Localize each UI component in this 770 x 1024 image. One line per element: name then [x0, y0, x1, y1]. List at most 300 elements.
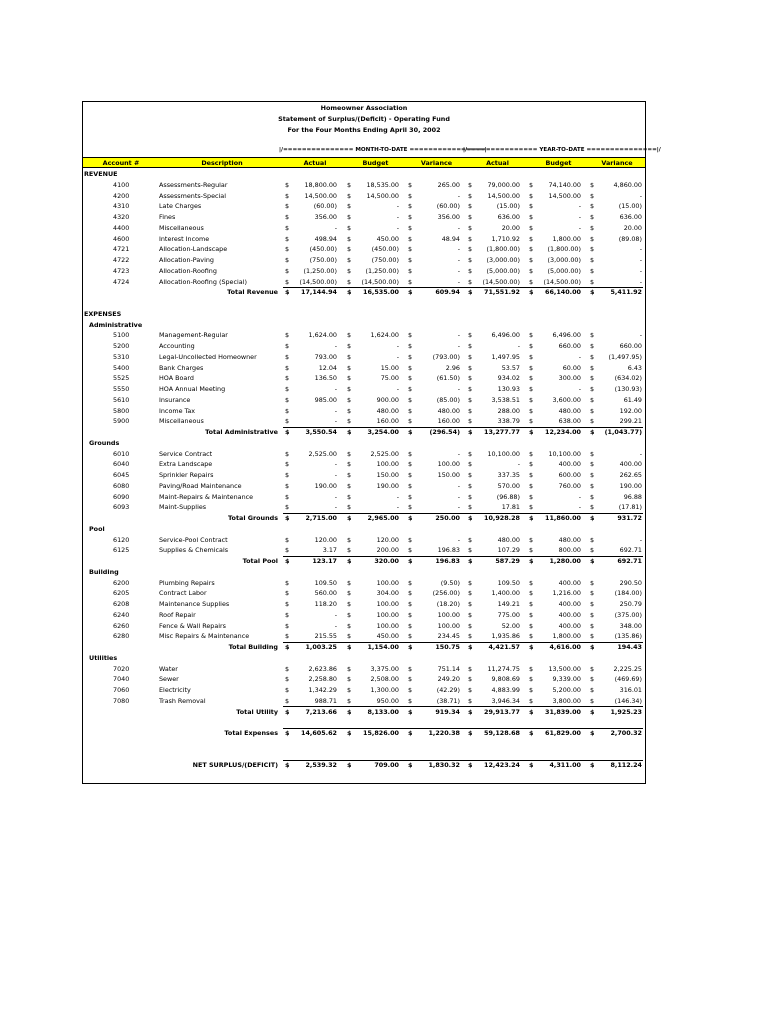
mtd-variance-value: (42.29) [436, 686, 460, 694]
account-description: Assessments-Regular [159, 180, 228, 189]
dollar-sign: $ [347, 503, 352, 512]
ytd-variance-value: 400.00 [619, 460, 642, 469]
dollar-sign: $ [347, 578, 352, 587]
dollar-sign: $ [590, 632, 595, 641]
dollar-sign: $ [590, 202, 595, 211]
line-item-row [83, 384, 645, 395]
dollar-sign: $ [468, 288, 473, 297]
dollar-sign: $ [529, 180, 534, 189]
dollar-sign: $ [285, 428, 290, 436]
mtd-budget-value: - [396, 223, 399, 232]
dollar-sign: $ [529, 331, 534, 340]
dollar-sign: $ [285, 696, 290, 705]
line-item-row [83, 223, 645, 234]
dollar-sign: $ [468, 449, 473, 458]
dollar-sign: $ [285, 266, 290, 275]
mtd-variance-value: - [457, 342, 460, 350]
dollar-sign: $ [347, 696, 352, 705]
ytd-budget-value: - [578, 385, 581, 393]
mtd-budget-value: 100.00 [376, 578, 399, 587]
mtd-variance-value: 249.20 [437, 675, 460, 684]
dollar-sign: $ [468, 546, 473, 555]
account-number: 7060 [113, 686, 130, 694]
dollar-sign: $ [347, 428, 352, 436]
dollar-sign: $ [347, 675, 352, 684]
ytd-variance-value: 692.71 [617, 557, 642, 565]
dollar-sign: $ [408, 266, 413, 275]
ytd-variance-value: 262.65 [619, 471, 642, 479]
mtd-variance-value: - [457, 449, 460, 458]
dollar-sign: $ [285, 191, 290, 200]
total-label: Total Building [228, 643, 278, 651]
ytd-variance-value: 316.01 [619, 686, 642, 694]
account-description: Allocation-Landscape [159, 245, 228, 254]
ytd-variance-value: 8,112.24 [610, 761, 642, 770]
dollar-sign: $ [408, 535, 413, 544]
mtd-actual-value: - [334, 471, 337, 479]
ytd-actual-value: (96.88) [496, 492, 520, 501]
dollar-sign: $ [529, 696, 534, 705]
total-label: Total Utility [236, 707, 278, 716]
dollar-sign: $ [285, 417, 290, 426]
line-item-row [83, 363, 645, 374]
mtd-actual-value: (750.00) [309, 256, 337, 264]
dollar-sign: $ [408, 471, 413, 479]
line-item-row [83, 201, 645, 212]
mtd-variance-value: - [457, 492, 460, 501]
dollar-sign: $ [468, 610, 473, 619]
dollar-sign: $ [347, 600, 352, 608]
account-number: 6040 [113, 460, 130, 469]
dollar-sign: $ [529, 503, 534, 512]
col-ytd-budget: Budget [545, 159, 572, 167]
line-item-row [83, 406, 645, 417]
account-description: Assessments-Special [159, 191, 226, 200]
dollar-sign: $ [285, 288, 290, 297]
mtd-variance-value: (61.50) [436, 374, 460, 383]
dollar-sign: $ [285, 578, 290, 587]
mtd-budget-value: 14,500.00 [366, 191, 399, 200]
mtd-budget-value: 100.00 [376, 610, 399, 619]
mtd-budget-value: 709.00 [374, 761, 399, 770]
dollar-sign: $ [347, 514, 352, 522]
mtd-budget-value: (1,250.00) [365, 266, 399, 275]
subsection-heading-row [83, 438, 645, 449]
dollar-sign: $ [529, 675, 534, 684]
mtd-budget-value: 190.00 [376, 481, 399, 490]
dollar-sign: $ [285, 707, 290, 716]
ytd-variance-value: (130.93) [614, 385, 642, 393]
mtd-budget-value: 120.00 [376, 535, 399, 544]
mtd-variance-value: - [457, 245, 460, 254]
ytd-variance-value: - [639, 256, 642, 264]
ytd-variance-value: 660.00 [619, 342, 642, 350]
ytd-actual-value: 4,883.99 [491, 686, 520, 694]
dollar-sign: $ [590, 374, 595, 383]
ytd-budget-value: 1,800.00 [552, 632, 581, 641]
account-number: 6125 [113, 546, 130, 555]
dollar-sign: $ [408, 696, 413, 705]
ytd-actual-value: 1,935.86 [491, 632, 520, 641]
total-label: NET SURPLUS/(DEFICIT) [192, 761, 278, 770]
spacer-row [83, 739, 645, 750]
dollar-sign: $ [590, 277, 595, 286]
dollar-sign: $ [347, 481, 352, 490]
mtd-actual-value: 2,525.00 [308, 449, 337, 458]
dollar-sign: $ [285, 621, 290, 630]
dollar-sign: $ [285, 449, 290, 458]
mtd-variance-value: (9.50) [440, 578, 460, 587]
ytd-variance-value: 4,860.00 [613, 180, 642, 189]
year-to-date-band: |/=============== YEAR-TO-DATE ===============|/ [463, 147, 661, 153]
dollar-sign: $ [285, 180, 290, 189]
account-number: 4310 [113, 202, 130, 211]
ytd-budget-value: 3,800.00 [552, 696, 581, 705]
mtd-budget-value: 1,300.00 [370, 686, 399, 694]
dollar-sign: $ [408, 589, 413, 598]
mtd-actual-value: 988.71 [314, 696, 337, 705]
dollar-sign: $ [347, 589, 352, 598]
mtd-actual-value: - [334, 503, 337, 512]
dollar-sign: $ [347, 460, 352, 469]
dollar-sign: $ [347, 223, 352, 232]
dollar-sign: $ [590, 449, 595, 458]
dollar-sign: $ [590, 621, 595, 630]
dollar-sign: $ [468, 352, 473, 361]
ytd-variance-value: 931.72 [617, 514, 642, 522]
dollar-sign: $ [408, 578, 413, 587]
mtd-actual-value: 190.00 [314, 481, 337, 490]
ytd-actual-value: 3,538.51 [491, 395, 520, 404]
dollar-sign: $ [347, 342, 352, 350]
dollar-sign: $ [529, 761, 534, 770]
dollar-sign: $ [347, 664, 352, 673]
dollar-sign: $ [468, 395, 473, 404]
mtd-budget-value: 100.00 [376, 600, 399, 608]
dollar-sign: $ [529, 546, 534, 555]
total-row [83, 760, 645, 771]
dollar-sign: $ [468, 535, 473, 544]
line-item-row [83, 610, 645, 621]
dollar-sign: $ [347, 632, 352, 641]
account-description: Sprinkler Repairs [159, 471, 214, 479]
dollar-sign: $ [590, 471, 595, 479]
line-item-row [83, 621, 645, 632]
mtd-variance-value: 100.00 [437, 610, 460, 619]
dollar-sign: $ [408, 342, 413, 350]
dollar-sign: $ [590, 406, 595, 415]
dollar-sign: $ [408, 180, 413, 189]
mtd-variance-value: 1,830.32 [428, 761, 460, 770]
line-item-row [83, 244, 645, 255]
dollar-sign: $ [285, 664, 290, 673]
dollar-sign: $ [468, 578, 473, 587]
dollar-sign: $ [408, 707, 413, 716]
total-label: Total Expenses [224, 729, 278, 737]
mtd-actual-value: 7,213.66 [305, 707, 337, 716]
dollar-sign: $ [285, 589, 290, 598]
ytd-actual-value: 570.00 [497, 481, 520, 490]
spacer-row [83, 750, 645, 761]
account-description: Sewer [159, 675, 179, 684]
dollar-sign: $ [529, 707, 534, 716]
dollar-sign: $ [590, 363, 595, 372]
dollar-sign: $ [408, 675, 413, 684]
dollar-sign: $ [285, 363, 290, 372]
account-description: Miscellaneous [159, 223, 204, 232]
ytd-actual-value: 13,277.77 [484, 428, 520, 436]
ytd-variance-value: (1,043.77) [604, 428, 642, 436]
dollar-sign: $ [408, 202, 413, 211]
mtd-variance-value: - [457, 223, 460, 232]
mtd-actual-value: - [334, 342, 337, 350]
dollar-sign: $ [468, 191, 473, 200]
account-description: Fines [159, 213, 176, 221]
ytd-actual-value: 17.81 [501, 503, 520, 512]
ytd-variance-value: (634.02) [614, 374, 642, 383]
dollar-sign: $ [347, 686, 352, 694]
account-number: 5100 [113, 331, 130, 340]
subsection-label: Building [89, 567, 119, 576]
dollar-sign: $ [529, 514, 534, 522]
ytd-actual-value: 775.00 [497, 610, 520, 619]
ytd-budget-value: 800.00 [558, 546, 581, 555]
mtd-variance-value: (60.00) [436, 202, 460, 211]
account-description: HOA Annual Meeting [159, 385, 226, 393]
dollar-sign: $ [285, 557, 290, 565]
dollar-sign: $ [468, 234, 473, 243]
line-item-row [83, 492, 645, 503]
dollar-sign: $ [590, 180, 595, 189]
account-description: Maint-Repairs & Maintenance [159, 492, 254, 501]
ytd-budget-value: 14,500.00 [548, 191, 581, 200]
ytd-budget-value: 760.00 [558, 481, 581, 490]
dollar-sign: $ [347, 417, 352, 426]
mtd-actual-value: 12.04 [318, 363, 337, 372]
line-item-row [83, 330, 645, 341]
line-item-row [83, 631, 645, 642]
ytd-budget-value: 11,860.00 [545, 514, 581, 522]
account-number: 7020 [113, 664, 130, 673]
dollar-sign: $ [590, 761, 595, 770]
dollar-sign: $ [408, 546, 413, 555]
line-item-row [83, 470, 645, 481]
dollar-sign: $ [468, 600, 473, 608]
mtd-actual-value: 215.55 [314, 632, 337, 641]
account-number: 4200 [113, 191, 130, 200]
dollar-sign: $ [408, 729, 413, 737]
dollar-sign: $ [408, 664, 413, 673]
account-number: 5310 [113, 352, 130, 361]
col-description: Description [201, 159, 243, 167]
dollar-sign: $ [590, 245, 595, 254]
account-number: 6200 [113, 578, 130, 587]
mtd-variance-value: 480.00 [437, 406, 460, 415]
ytd-budget-value: 4,311.00 [549, 761, 581, 770]
mtd-variance-value: 1,220.38 [428, 729, 460, 737]
ytd-budget-value: - [578, 202, 581, 211]
mtd-budget-value: 450.00 [376, 632, 399, 641]
dollar-sign: $ [590, 256, 595, 264]
dollar-sign: $ [408, 245, 413, 254]
dollar-sign: $ [590, 707, 595, 716]
mtd-actual-value: 3.17 [322, 546, 337, 555]
mtd-budget-value: 15,826.00 [363, 729, 399, 737]
dollar-sign: $ [529, 492, 534, 501]
mtd-variance-value: - [457, 481, 460, 490]
account-number: 7040 [113, 675, 130, 684]
line-item-row [83, 599, 645, 610]
dollar-sign: $ [529, 578, 534, 587]
ytd-budget-value: 6,496.00 [552, 331, 581, 340]
account-description: Service Contract [159, 449, 213, 458]
mtd-actual-value: 985.00 [314, 395, 337, 404]
ytd-budget-value: 660.00 [558, 342, 581, 350]
mtd-actual-value: - [334, 460, 337, 469]
dollar-sign: $ [347, 331, 352, 340]
mtd-budget-value: 3,254.00 [367, 428, 399, 436]
ytd-variance-value: 6.43 [627, 363, 642, 372]
mtd-actual-value: (60.00) [313, 202, 337, 211]
ytd-actual-value: (5,000.00) [486, 266, 520, 275]
line-item-row [83, 373, 645, 384]
account-number: 6010 [113, 449, 130, 458]
dollar-sign: $ [468, 180, 473, 189]
section-heading-row [83, 169, 645, 180]
account-description: Supplies & Chemicals [159, 546, 229, 555]
column-header-row [83, 157, 645, 168]
dollar-sign: $ [285, 632, 290, 641]
mtd-variance-value: - [457, 191, 460, 200]
mtd-actual-value: 120.00 [314, 535, 337, 544]
dollar-sign: $ [408, 256, 413, 264]
mtd-actual-value: 793.00 [314, 352, 337, 361]
ytd-budget-value: - [578, 503, 581, 512]
dollar-sign: $ [529, 664, 534, 673]
ytd-actual-value: 149.21 [497, 600, 520, 608]
dollar-sign: $ [285, 406, 290, 415]
mtd-budget-value: - [396, 492, 399, 501]
line-item-row [83, 459, 645, 470]
dollar-sign: $ [590, 664, 595, 673]
mtd-budget-value: 2,525.00 [370, 449, 399, 458]
dollar-sign: $ [468, 277, 473, 286]
dollar-sign: $ [468, 589, 473, 598]
dollar-sign: $ [468, 460, 473, 469]
ytd-variance-value: 2,700.32 [610, 729, 642, 737]
mtd-actual-value: - [334, 223, 337, 232]
dollar-sign: $ [408, 374, 413, 383]
ytd-actual-value: (14,500.00) [482, 277, 520, 286]
dollar-sign: $ [590, 385, 595, 393]
mtd-budget-value: 100.00 [376, 621, 399, 630]
mtd-budget-value: 900.00 [376, 395, 399, 404]
account-number: 4320 [113, 213, 130, 221]
ytd-variance-value: - [639, 191, 642, 200]
line-item-row [83, 341, 645, 352]
ytd-budget-value: 480.00 [558, 535, 581, 544]
dollar-sign: $ [468, 256, 473, 264]
ytd-actual-value: 4,421.57 [488, 643, 520, 651]
dollar-sign: $ [285, 352, 290, 361]
ytd-budget-value: - [578, 352, 581, 361]
dollar-sign: $ [285, 535, 290, 544]
account-number: 4600 [113, 234, 130, 243]
mtd-variance-value: 196.83 [437, 546, 460, 555]
ytd-actual-value: 636.00 [497, 213, 520, 221]
dollar-sign: $ [408, 481, 413, 490]
dollar-sign: $ [347, 234, 352, 243]
dollar-sign: $ [529, 417, 534, 426]
dollar-sign: $ [529, 245, 534, 254]
ytd-budget-value: 400.00 [558, 460, 581, 469]
account-number: 5400 [113, 363, 130, 372]
mtd-budget-value: 100.00 [376, 460, 399, 469]
dollar-sign: $ [590, 610, 595, 619]
ytd-budget-value: 400.00 [558, 600, 581, 608]
ytd-actual-value: 12,423.24 [484, 761, 520, 770]
dollar-sign: $ [468, 245, 473, 254]
dollar-sign: $ [590, 460, 595, 469]
mtd-variance-value: (256.00) [432, 589, 460, 598]
ytd-variance-value: (135.86) [614, 632, 642, 641]
dollar-sign: $ [285, 342, 290, 350]
col-mtd-budget: Budget [362, 159, 389, 167]
mtd-budget-value: 16,535.00 [363, 288, 399, 297]
ytd-actual-value: 79,000.00 [487, 180, 520, 189]
mtd-variance-value: 265.00 [437, 180, 460, 189]
ytd-budget-value: 66,140.00 [545, 288, 581, 297]
ytd-actual-value: (1,800.00) [486, 245, 520, 254]
mtd-variance-value: (38.71) [436, 696, 460, 705]
ytd-actual-value: 130.93 [497, 385, 520, 393]
ytd-actual-value: 1,497.95 [491, 352, 520, 361]
ytd-variance-value: (184.00) [614, 589, 642, 598]
mtd-budget-value: 3,375.00 [370, 664, 399, 673]
ytd-variance-value: 61.49 [623, 395, 642, 404]
mtd-budget-value: 75.00 [380, 374, 399, 383]
operating-fund-statement [82, 101, 661, 784]
ytd-variance-value: 1,925.23 [610, 707, 642, 716]
ytd-budget-value: 10,100.00 [548, 449, 581, 458]
line-item-row [83, 696, 645, 707]
dollar-sign: $ [408, 632, 413, 641]
ytd-budget-value: 9,339.00 [552, 675, 581, 684]
ytd-budget-value: 3,600.00 [552, 395, 581, 404]
ytd-budget-value: 480.00 [558, 406, 581, 415]
account-number: 5550 [113, 385, 130, 393]
line-item-row [83, 664, 645, 675]
dollar-sign: $ [285, 213, 290, 221]
mtd-budget-value: 480.00 [376, 406, 399, 415]
ytd-actual-value: 109.50 [497, 578, 520, 587]
dollar-sign: $ [285, 245, 290, 254]
dollar-sign: $ [468, 374, 473, 383]
ytd-variance-value: 299.21 [619, 417, 642, 426]
dollar-sign: $ [285, 234, 290, 243]
col-mtd-actual: Actual [303, 159, 327, 167]
mtd-actual-value: 14,500.00 [304, 191, 337, 200]
dollar-sign: $ [529, 266, 534, 275]
account-description: Insurance [159, 395, 191, 404]
dollar-sign: $ [529, 621, 534, 630]
dollar-sign: $ [408, 600, 413, 608]
account-number: 6080 [113, 481, 130, 490]
ytd-actual-value: (3,000.00) [486, 256, 520, 264]
ytd-actual-value: 1,710.92 [491, 234, 520, 243]
dollar-sign: $ [529, 191, 534, 200]
mtd-variance-value: 751.14 [437, 664, 460, 673]
